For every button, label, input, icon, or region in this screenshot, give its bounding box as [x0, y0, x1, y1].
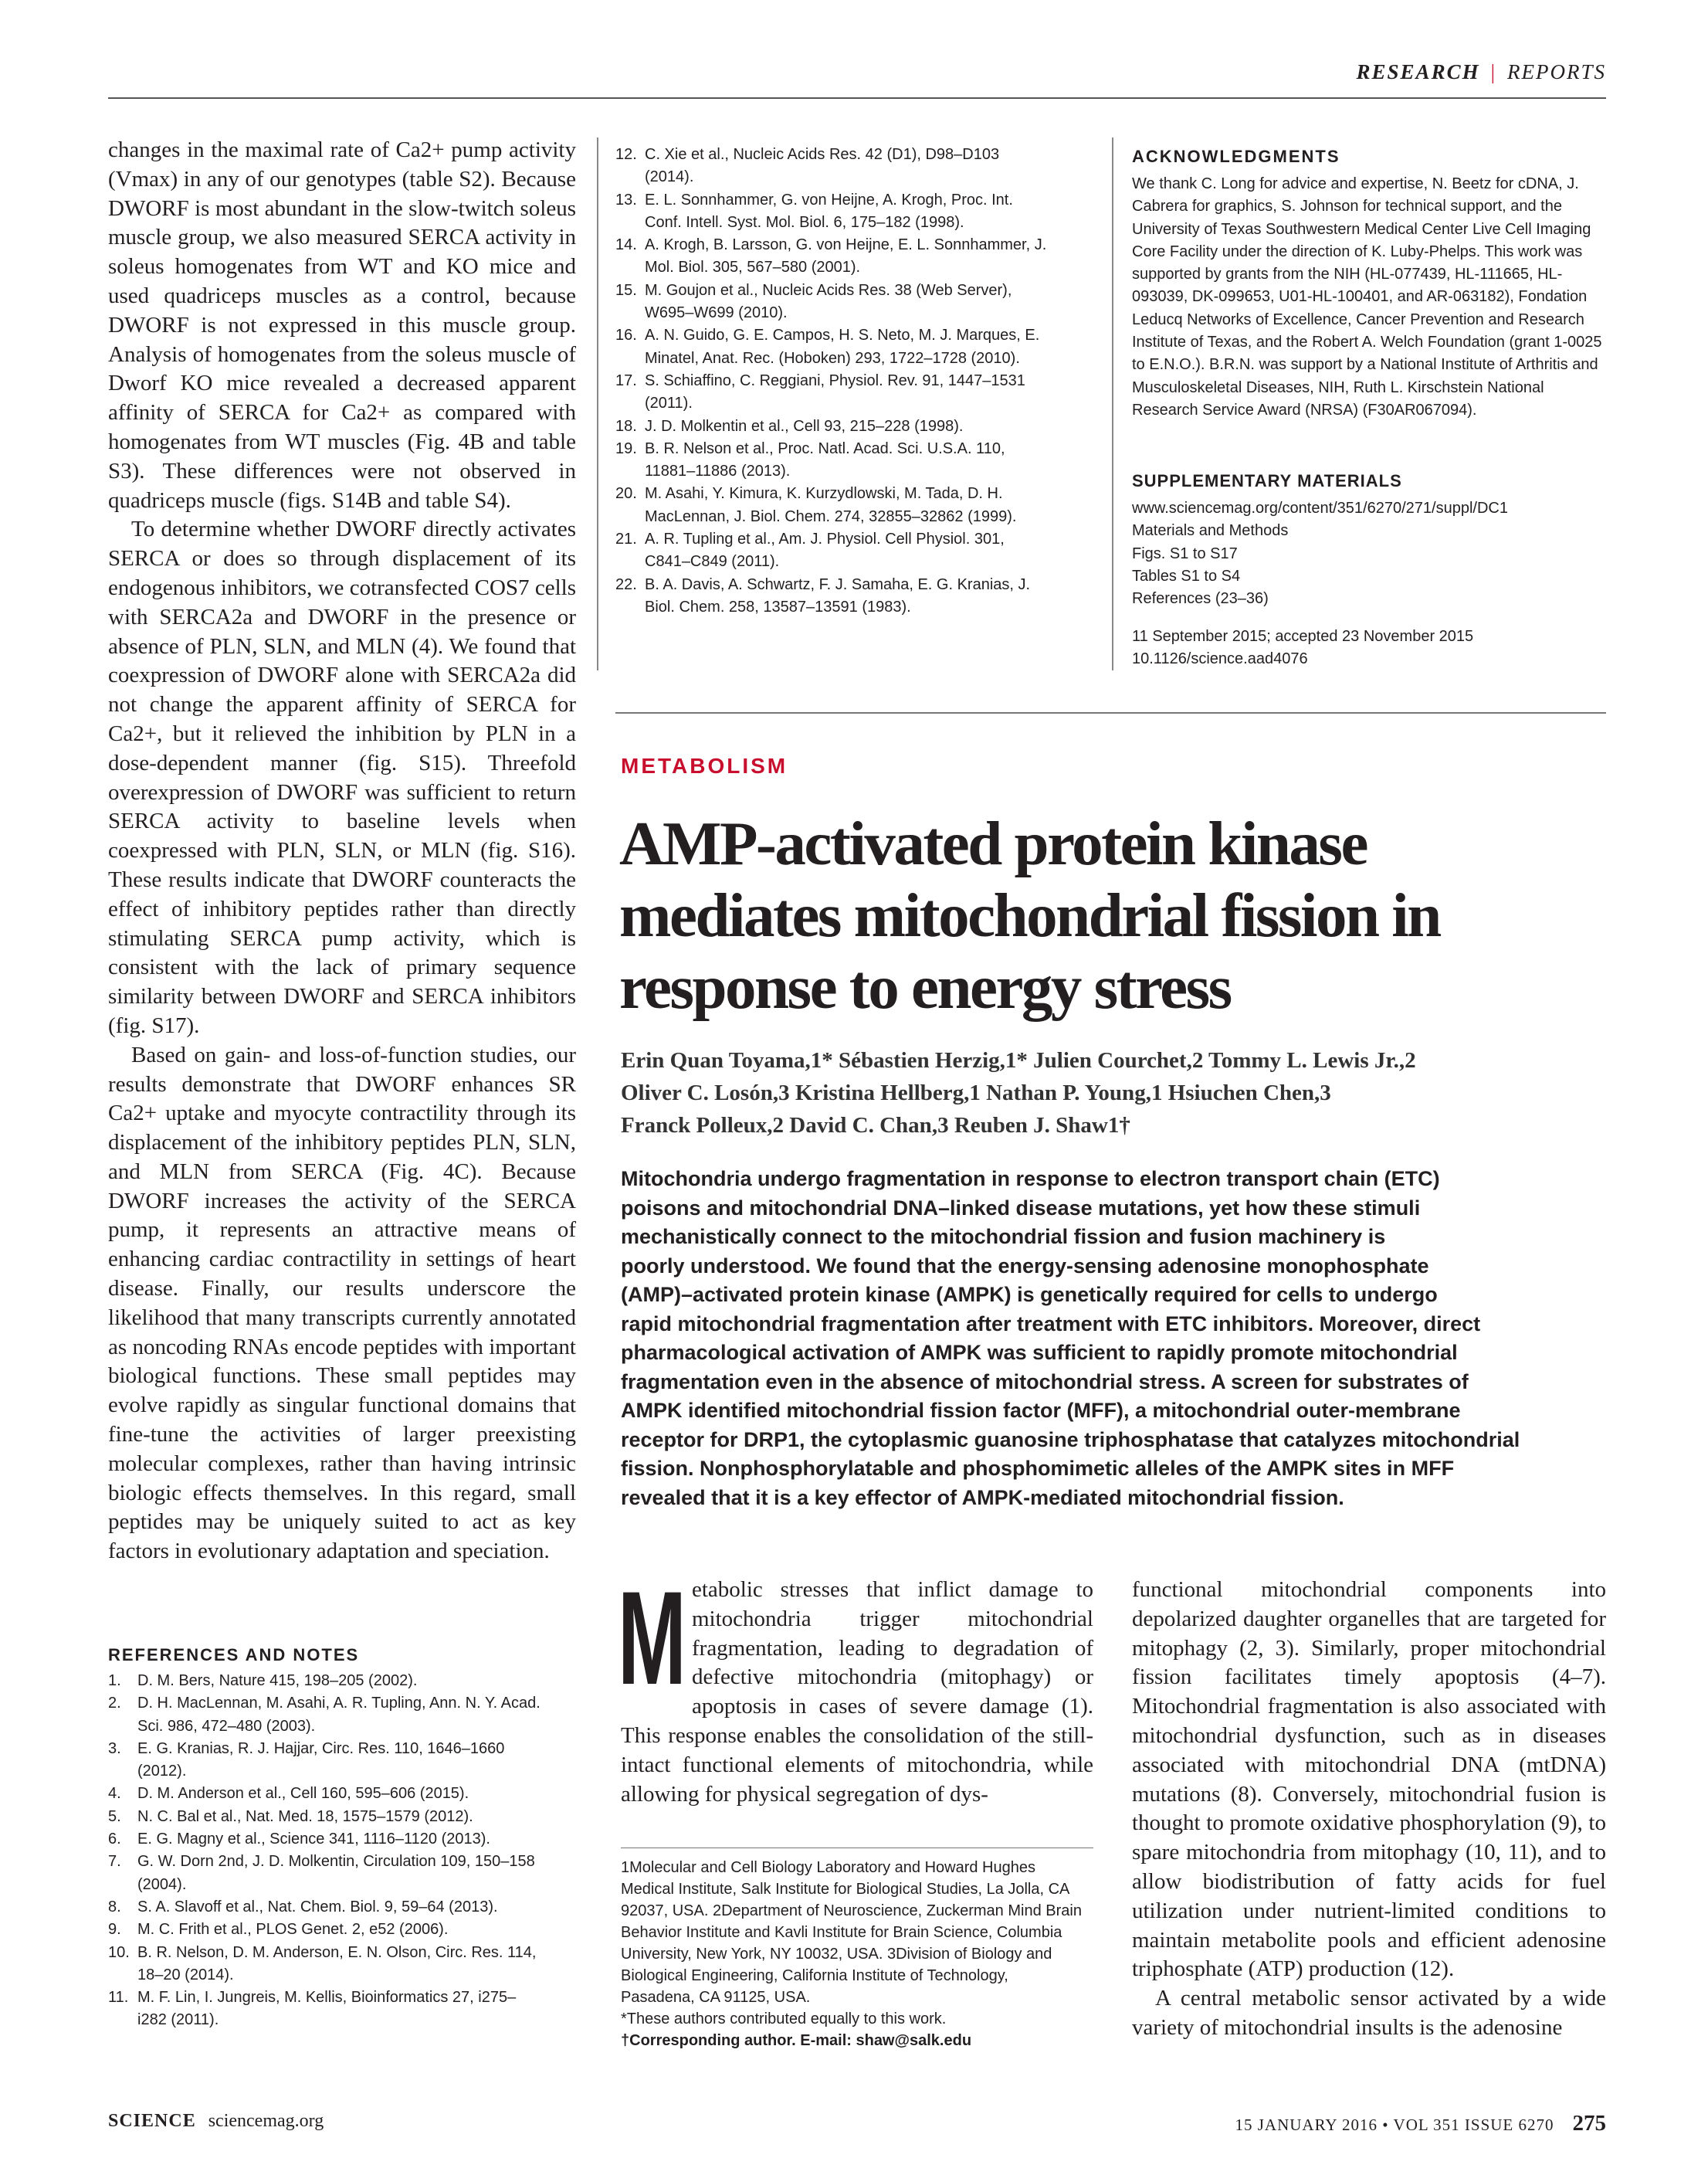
supplementary-heading: SUPPLEMENTARY MATERIALS [1132, 471, 1402, 490]
reference-number: 20. [615, 485, 637, 503]
reference-item [615, 280, 1048, 325]
affiliation-text: 1Molecular and Cell Biology Laboratory and Howard Hughes Medical Institute, Salk Institute for Biological Studies, La Jolla, CA 92037, USA. 2Department of Neuroscience, Zuckerman Mind Brain Behavior Institute and Kavli Institute for Brain Science, Columbia University, New York, NY 10032, USA. 3Division of Biology and Biological Engineering, California Institute of Technology, Pasadena, CA 91125, USA. [621, 1859, 1082, 2006]
reference-number: 14. [615, 236, 637, 254]
footer-date-volume: 15 JANUARY 2016 • VOL 351 ISSUE 6270 [1235, 2116, 1554, 2134]
abstract-line: revealed that it is a key effector of AMPK-mediated mitochondrial fission. [621, 1485, 1344, 1509]
reference-item [108, 1670, 541, 1692]
affiliations [621, 1857, 1084, 2051]
reference-number: 17. [615, 372, 637, 389]
reference-item [108, 1828, 541, 1851]
abstract-line: mechanistically connect to the mitochondrial fission and fusion machinery is [621, 1225, 1386, 1248]
reference-text: A. N. Guido, G. E. Campos, H. S. Neto, M. J. Marques, E. Minatel, Anat. Rec. (Hoboken) 293, 1722–1728 (2010). [645, 327, 1040, 367]
author-line: Franck Polleux,2 David C. Chan,3 Reuben J. Shaw1† [621, 1113, 1130, 1138]
acknowledgments-heading: ACKNOWLEDGMENTS [1132, 147, 1340, 166]
reference-number: 6. [108, 1831, 121, 1848]
reference-number: 9. [108, 1921, 121, 1939]
reference-item [108, 1806, 541, 1828]
reference-number: 13. [615, 191, 637, 209]
acknowledgments-text [1132, 173, 1606, 422]
reference-item [108, 1738, 541, 1783]
header-rule [108, 97, 1606, 99]
abstract [621, 1165, 1617, 1512]
reference-text: E. G. Magny et al., Science 341, 1116–1120 (2013). [137, 1831, 490, 1848]
reference-text: E. L. Sonnhammer, G. von Heijne, A. Krogh, Proc. Int. Conf. Intell. Syst. Mol. Biol. 6, 175–182 (1998). [645, 191, 1013, 231]
drop-cap: M [618, 1564, 686, 1712]
reference-text: B. A. Davis, A. Schwartz, F. J. Samaha, E. G. Kranias, J. Biol. Chem. 258, 13587–13591 (1983). [645, 575, 1031, 616]
reference-number: 19. [615, 439, 637, 457]
supplementary-item: Materials and Methods [1132, 522, 1289, 540]
footer-left [108, 2111, 324, 2132]
header-separator: | [1490, 60, 1496, 83]
references-list-middle [615, 144, 1048, 619]
title-line: response to energy stress [619, 952, 1231, 1022]
abstract-line: poisons and mitochondrial DNA–linked disease mutations, yet how these stimuli [621, 1196, 1421, 1220]
reference-text: A. R. Tupling et al., Am. J. Physiol. Cell Physiol. 301, C841–C849 (2011). [645, 531, 1005, 571]
reference-item [108, 1987, 541, 2032]
supplementary-item: Tables S1 to S4 [1132, 567, 1241, 585]
page-number: 275 [1572, 2111, 1606, 2136]
corresponding-author[interactable]: †Corresponding author. E-mail: shaw@salk.edu [621, 2032, 972, 2049]
article-dates [1132, 626, 1606, 671]
reference-item [615, 234, 1048, 280]
supplementary-list [1132, 497, 1606, 610]
abstract-line: receptor for DRP1, the cytoplasmic guanosine triphosphatase that catalyzes mitochondrial [621, 1427, 1520, 1451]
reference-text: S. A. Slavoff et al., Nat. Chem. Biol. 9, 59–64 (2013). [137, 1898, 498, 1915]
abstract-line: AMPK identified mitochondrial fission factor (MFF), a mitochondrial outer-membrane [621, 1399, 1461, 1422]
section-rule [615, 712, 1606, 714]
reference-number: 10. [108, 1943, 130, 1961]
left-column-text [108, 136, 576, 1566]
reference-number: 4. [108, 1785, 121, 1803]
footer-site[interactable]: sciencemag.org [208, 2111, 324, 2131]
reference-number: 2. [108, 1695, 121, 1712]
reference-text: M. F. Lin, I. Jungreis, M. Kellis, Bioinformatics 27, i275–i282 (2011). [137, 1989, 517, 2029]
reference-text: M. C. Frith et al., PLOS Genet. 2, e52 (2006). [137, 1921, 449, 1939]
title-line: mediates mitochondrial fission in [619, 881, 1440, 950]
section-kicker: METABOLISM [621, 754, 788, 778]
reference-item [615, 574, 1048, 619]
reference-number: 12. [615, 146, 637, 163]
header-subsection: REPORTS [1507, 60, 1606, 83]
reference-item [615, 483, 1048, 528]
abstract-line: poorly understood. We found that the energy-sensing adenosine monophosphate [621, 1254, 1429, 1278]
reference-text: M. Goujon et al., Nucleic Acids Res. 38 (Web Server), W695–W699 (2010). [645, 281, 1012, 322]
paragraph-3: Based on gain- and loss-of-function studies, our results demonstrate that DWORF enhances SR Ca2+ uptake and myocyte contractility through its displacement of the inhibitory peptides PLN, SLN, and MLN from SERCA (Fig. 4C). Because DWORF increases the activity of the SERCA pump, it represents an attractive means of enhancing cardiac contractility in settings of heart disease. Finally, our results underscore the likelihood that many transcripts currently annotated as noncoding RNAs encode peptides with important biological functions. These small peptides may evolve rapidly as singular functional domains that fine-tune the activities of larger preexisting molecular complexes, rather than having intrinsic biologic effects themselves. In this regard, small peptides may be uniquely suited to act as key factors in evolutionary adaptation and speciation. [108, 1042, 576, 1564]
reference-item [108, 1942, 541, 1987]
reference-text: B. R. Nelson, D. M. Anderson, E. N. Olson, Circ. Res. 114, 18–20 (2014). [137, 1943, 537, 1983]
reference-item [108, 1692, 541, 1738]
abstract-line: (AMP)–activated protein kinase (AMPK) is genetically required for cells to undergo [621, 1283, 1438, 1306]
doi[interactable]: 10.1126/science.aad4076 [1132, 650, 1308, 668]
reference-text: G. W. Dorn 2nd, J. D. Molkentin, Circulation 109, 150–158 (2004). [137, 1853, 535, 1893]
column-divider-2 [1112, 137, 1113, 670]
reference-text: S. Schiaffino, C. Reggiani, Physiol. Rev. 91, 1447–1531 (2011). [645, 372, 1025, 412]
header-section: RESEARCH [1356, 60, 1480, 83]
references-heading: REFERENCES AND NOTES [108, 1645, 360, 1664]
reference-number: 11. [108, 1989, 129, 2007]
intro-paragraph-1-cont: functional mitochondrial components into depolarized daughter organelles that are targeted for mitophagy (2, 3). Similarly, proper mitochondrial fission facilitates timely apoptosis (4–7). Mitochondrial fragmentation is also associated with mitochondrial dysfunction, such as in diseases associated with mitochondrial DNA (mtDNA) mutations (8). Conversely, mitochondrial fusion is thought to promote oxidative phosphorylation (9), to spare mitochondria from mitophagy (10, 11), and to allow biodistribution of fatty acids for fuel utilization under nutrient-limited conditions to maintain metabolite pools and efficient adenosine triphosphate (ATP) production (12). [1132, 1577, 1606, 1982]
reference-number: 5. [108, 1807, 121, 1825]
reference-text: N. C. Bal et al., Nat. Med. 18, 1575–1579 (2012). [137, 1807, 473, 1825]
article-title [619, 808, 1608, 1023]
footer-right [1235, 2111, 1606, 2136]
reference-text: D. M. Anderson et al., Cell 160, 595–606 (2015). [137, 1785, 469, 1803]
references-list-left [108, 1670, 541, 2032]
author-list [621, 1044, 1609, 1142]
reference-text: E. G. Kranias, R. J. Hajjar, Circ. Res. 110, 1646–1660 (2012). [137, 1739, 505, 1780]
reference-item [615, 438, 1048, 484]
reference-number: 3. [108, 1739, 121, 1757]
reference-item [615, 528, 1048, 574]
supplementary-url[interactable]: www.sciencemag.org/content/351/6270/271/suppl/DC1 [1132, 500, 1508, 517]
author-line: Erin Quan Toyama,1* Sébastien Herzig,1* Julien Courchet,2 Tommy L. Lewis Jr.,2 [621, 1048, 1416, 1073]
intro-paragraph-2: A central metabolic sensor activated by a wide variety of mitochondrial insults is the adenosine [1132, 1986, 1606, 2040]
footer-journal: SCIENCE [108, 2111, 196, 2131]
intro-column-1 [621, 1576, 1093, 1809]
reference-text: C. Xie et al., Nucleic Acids Res. 42 (D1), D98–D103 (2014). [645, 146, 1000, 186]
reference-text: B. R. Nelson et al., Proc. Natl. Acad. Sci. U.S.A. 110, 11881–11886 (2013). [645, 439, 1005, 480]
reference-number: 21. [615, 531, 637, 548]
supplementary-item: References (23–36) [1132, 590, 1269, 608]
reference-item [615, 144, 1048, 189]
title-line: AMP-activated protein kinase [619, 809, 1367, 878]
abstract-line: fragmentation even in the absence of mitochondrial stress. A screen for substrates of [621, 1369, 1469, 1393]
reference-text: A. Krogh, B. Larsson, G. von Heijne, E. L. Sonnhammer, J. Mol. Biol. 305, 567–580 (2001). [645, 236, 1047, 277]
abstract-line: pharmacological activation of AMPK was sufficient to rapidly promote mitochondrial [621, 1341, 1458, 1364]
reference-number: 22. [615, 575, 637, 593]
reference-item [108, 1851, 541, 1896]
supplementary-item: Figs. S1 to S17 [1132, 545, 1238, 562]
reference-text: D. M. Bers, Nature 415, 198–205 (2002). [137, 1672, 418, 1689]
equal-contribution-note: *These authors contributed equally to this work. [621, 2010, 947, 2027]
reference-number: 1. [108, 1672, 121, 1689]
reference-text: D. H. MacLennan, M. Asahi, A. R. Tupling, Ann. N. Y. Acad. Sci. 986, 472–480 (2003). [137, 1695, 541, 1735]
reference-item [615, 416, 1048, 438]
intro-paragraph-1: etabolic stresses that inflict damage to mitochondria trigger mitochondrial fragmentation, leading to degradation of defective mitochondria (mitophagy) or apoptosis in cases of severe damage (1). This response enables the consolidation of the still-intact functional elements of mitochondria, while allowing for physical segregation of dys- [621, 1577, 1093, 1807]
intro-column-2 [1132, 1576, 1606, 2043]
reference-item [108, 1919, 541, 1941]
column-divider-1 [597, 137, 598, 670]
reference-item [108, 1896, 541, 1919]
reference-text: J. D. Molkentin et al., Cell 93, 215–228 (1998). [645, 417, 964, 435]
reference-number: 16. [615, 327, 637, 344]
reference-item [615, 189, 1048, 235]
received-accepted-dates: 11 September 2015; accepted 23 November 2015 [1132, 628, 1474, 645]
reference-item [108, 1783, 541, 1805]
abstract-line: rapid mitochondrial fragmentation after treatment with ETC inhibitors. Moreover, direct [621, 1311, 1481, 1335]
acknowledgments-body: We thank C. Long for advice and expertise, N. Beetz for cDNA, J. Cabrera for graphics, S. Johnson for technical support, and the University of Texas Southwestern Medical Center Live Cell Imaging Core Facility under the direction of K. Luby-Phelps. This work was supported by grants from the NIH (HL-077439, HL-111665, HL-093039, DK-099653, U01-HL-100401, and AR-063182), Fondation Leducq Networks of Excellence, Cancer Prevention and Research Institute of Texas, and the Robert A. Welch Foundation (grant 1-0025 to E.N.O.). B.R.N. was support by a National Institute of Arthritis and Musculoskeletal Diseases, NIH, Ruth L. Kirschstein National Research Service Award (NRSA) (F30AR067094). [1132, 175, 1602, 419]
paragraph-2: To determine whether DWORF directly activates SERCA or does so through displacement of its endogenous inhibitors, we cotransfected COS7 cells with SERCA2a and DWORF in the presence or absence of PLN, SLN, and MLN (4). We found that coexpression of DWORF alone with SERCA2a did not change the apparent affinity of SERCA for Ca2+, but it relieved the inhibition by PLN in a dose-dependent manner (fig. S15). Threefold overexpression of DWORF was sufficient to return SERCA activity to baseline levels when coexpressed with PLN, SLN, or MLN (fig. S16). These results indicate that DWORF counteracts the effect of inhibitory peptides rather than directly stimulating SERCA pump activity, which is consistent with the lack of primary sequence similarity between DWORF and SERCA inhibitors (fig. S17). [108, 517, 576, 1038]
reference-number: 15. [615, 281, 637, 299]
reference-item [615, 370, 1048, 416]
abstract-line: Mitochondria undergo fragmentation in response to electron transport chain (ETC) [621, 1167, 1440, 1190]
reference-number: 18. [615, 417, 637, 435]
paragraph-1: changes in the maximal rate of Ca2+ pump activity (Vmax) in any of our genotypes (table S2). Because DWORF is most abundant in the slow-twitch soleus muscle group, we also measured SERCA activity in soleus homogenates from WT and KO mice and used quadriceps muscles as a control, because DWORF is not expressed in this muscle group. Analysis of homogenates from the soleus muscle of Dworf KO mice revealed a decreased apparent affinity of SERCA for Ca2+ as compared with homogenates from WT muscles (Fig. 4B and table S3). These differences were not observed in quadriceps muscle (figs. S14B and table S4). [108, 137, 576, 513]
author-line: Oliver C. Losón,3 Kristina Hellberg,1 Nathan P. Young,1 Hsiuchen Chen,3 [621, 1081, 1331, 1105]
reference-number: 8. [108, 1898, 121, 1915]
reference-text: M. Asahi, Y. Kimura, K. Kurzydlowski, M. Tada, D. H. MacLennan, J. Biol. Chem. 274, 32855–32862 (1999). [645, 485, 1017, 525]
reference-item [615, 324, 1048, 370]
running-header [108, 60, 1606, 83]
abstract-line: fission. Nonphosphorylatable and phosphomimetic alleles of the AMPK sites in MFF [621, 1457, 1455, 1480]
reference-number: 7. [108, 1853, 121, 1871]
